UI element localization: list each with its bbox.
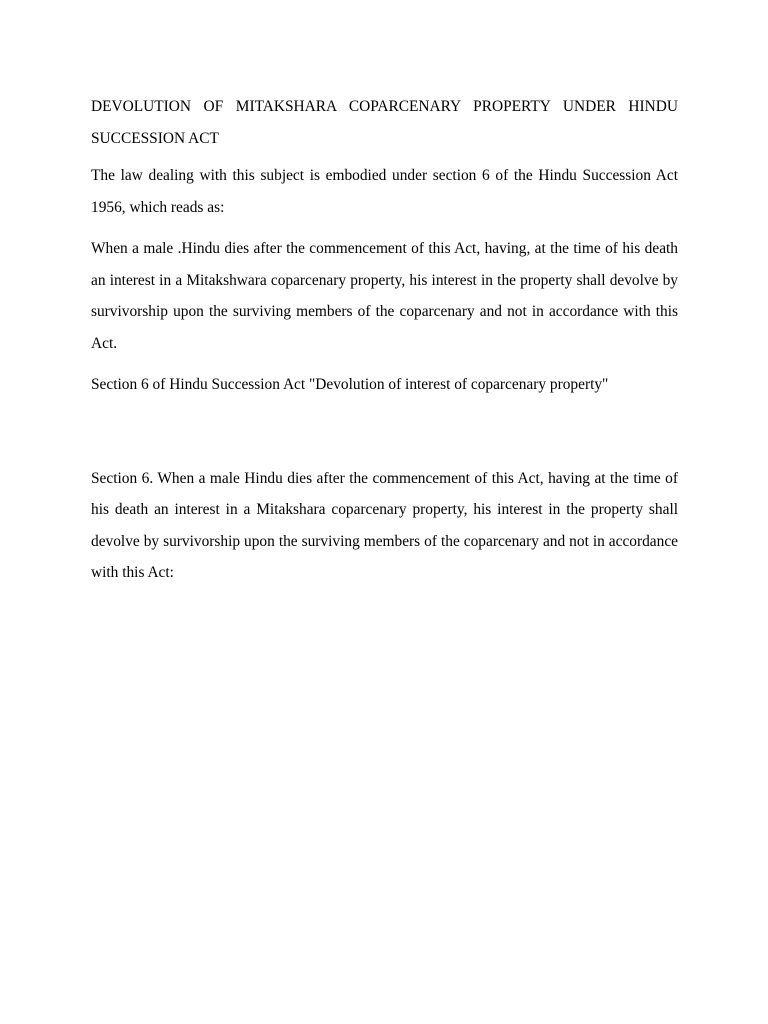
paragraph-intro: The law dealing with this subject is embodied under section 6 of the Hindu Succession Act 1956, which reads as: xyxy=(91,167,678,216)
document-body xyxy=(91,91,678,599)
paragraph-section-heading: Section 6 of Hindu Succession Act "Devolution of interest of coparcenary property" xyxy=(91,376,609,393)
blank-space xyxy=(91,411,678,463)
paragraph-section-6-text: Section 6. When a male Hindu dies after the commencement of this Act, having at the time of his death an interest in a Mitakshara coparcenary property, his interest in the property shall devolve by survivorship upon the surviving members of the coparcenary and not in accordance with this Act: xyxy=(91,469,678,581)
document-title: DEVOLUTION OF MITAKSHARA COPARCENARY PROPERTY UNDER HINDU SUCCESSION ACT xyxy=(91,98,678,147)
paragraph-quoted-law: When a male .Hindu dies after the commencement of this Act, having, at the time of his death an interest in a Mitakshwara coparcenary property, his interest in the property shall devolve by survivorship upon the surviving members of the coparcenary and not in accordance with this Act. xyxy=(91,240,678,352)
